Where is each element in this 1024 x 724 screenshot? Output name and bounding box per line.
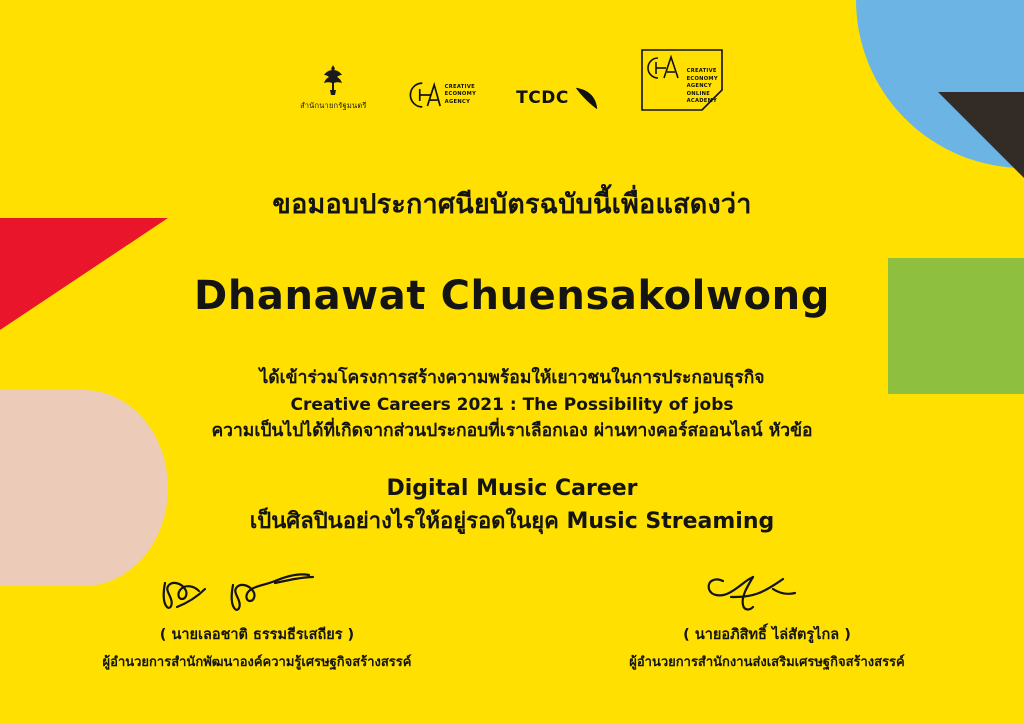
intro-line: ขอมอบประกาศนียบัตรฉบับนี้เพื่อแสดงว่า bbox=[272, 189, 752, 220]
cea-text-line2: ECONOMY bbox=[444, 91, 477, 98]
signature-block-right bbox=[602, 561, 932, 672]
program-description bbox=[0, 365, 1024, 446]
signature-title-left: ผู้อำนวยการสำนักพัฒนาองค์ความรู้เศรษฐกิจสร้างสรรค์ bbox=[102, 655, 412, 670]
course-title bbox=[0, 472, 1024, 538]
tcdc-logo-text: TCDC bbox=[516, 88, 569, 108]
course-line-2: เป็นศิลปินอย่างไรให้อยู่รอดในยุค Music Streaming bbox=[249, 508, 775, 534]
recipient-name: Dhanawat Chuensakolwong bbox=[194, 273, 830, 319]
signature-name-left: ( นายเลอชาติ ธรรมธีรเสถียร ) bbox=[159, 627, 355, 643]
handwritten-signature-icon bbox=[687, 563, 847, 619]
program-line-3: ความเป็นไปได้ที่เกิดจากส่วนประกอบที่เราเลือกเอง ผ่านทางคอร์สออนไลน์ หัวข้อ bbox=[211, 421, 813, 442]
signature-title-right: ผู้อำนวยการสำนักงานส่งเสริมเศรษฐกิจสร้างสรรค์ bbox=[629, 655, 905, 670]
signature-mark-right bbox=[602, 561, 932, 619]
program-line-1: ได้เข้าร่วมโครงการสร้างความพร้อมให้เยาวชนในการประกอบธุรกิจ bbox=[259, 368, 765, 388]
tcdc-mark-icon bbox=[572, 84, 600, 112]
handwritten-signature-icon bbox=[147, 563, 367, 619]
academy-text-line1: CREATIVE bbox=[686, 68, 717, 74]
cea-online-academy-logo bbox=[640, 48, 724, 112]
signature-row bbox=[0, 561, 1024, 672]
signature-mark-left bbox=[92, 561, 422, 619]
cea-mark-icon bbox=[407, 78, 441, 112]
academy-logo-text bbox=[687, 68, 718, 106]
signature-block-left bbox=[92, 561, 422, 672]
program-line-2: Creative Careers 2021 : The Possibility of jobs bbox=[290, 395, 734, 416]
cea-logo bbox=[407, 78, 477, 112]
signature-name-right: ( นายอภิสิทธิ์ ไล่สัตรูไกล ) bbox=[683, 627, 851, 643]
academy-text-line4: ONLINE bbox=[686, 90, 711, 97]
cea-text-line3: AGENCY bbox=[444, 98, 471, 105]
tcdc-logo bbox=[516, 84, 600, 112]
academy-text-line2: ECONOMY bbox=[686, 75, 718, 82]
logo-row bbox=[0, 48, 1024, 112]
academy-text-line3: AGENCY bbox=[686, 83, 712, 90]
garuda-emblem-logo bbox=[300, 64, 366, 112]
garuda-emblem-icon bbox=[320, 64, 346, 98]
cea-logo-text bbox=[445, 84, 477, 105]
garuda-caption: สำนักนายกรัฐมนตรี bbox=[300, 101, 367, 110]
course-line-1: Digital Music Career bbox=[386, 475, 638, 501]
cea-text-line1: CREATIVE bbox=[444, 84, 476, 91]
academy-text-line5: ACADEMY bbox=[686, 98, 717, 105]
